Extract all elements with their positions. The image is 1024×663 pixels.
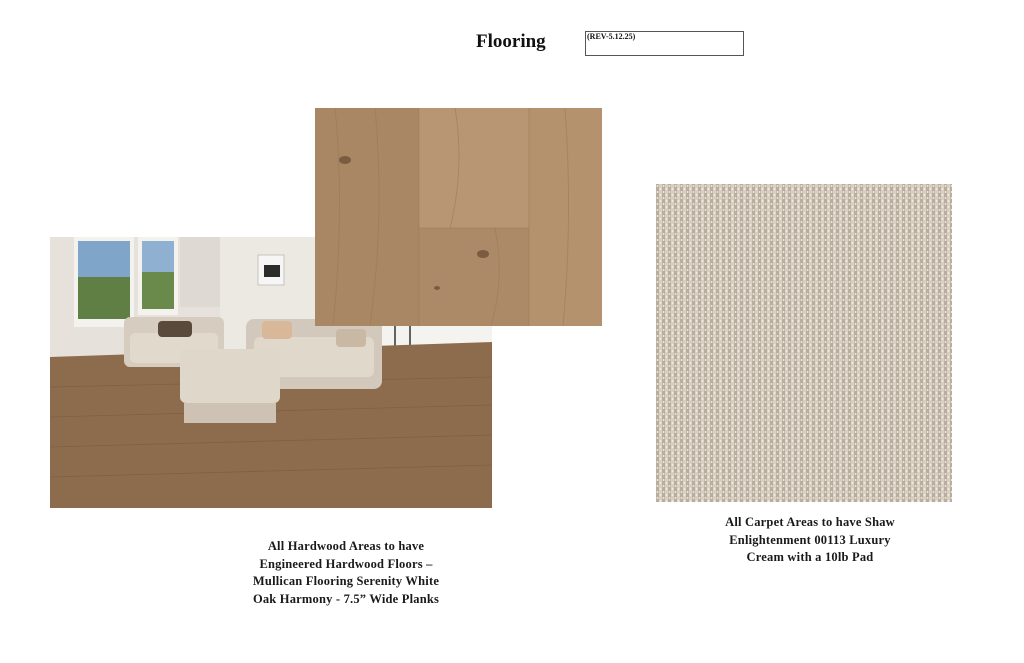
hardwood-caption-line: Oak Harmony - 7.5” Wide Planks (252, 591, 440, 606)
carpet-caption-line: All Carpet Areas to have Shaw (725, 515, 895, 529)
carpet-caption-line: Cream with a 10lb Pad (746, 550, 874, 564)
hardwood-caption-line: All Hardwood Areas to have (267, 539, 425, 553)
revision-label: (REV-5.12.25) (587, 32, 636, 41)
page-title: Flooring (476, 31, 546, 52)
revision-box (585, 31, 744, 56)
carpet-sample (656, 184, 952, 502)
carpet-caption (690, 514, 930, 567)
hardwood-sample (315, 108, 602, 326)
hardwood-caption (226, 538, 466, 608)
carpet-caption-line: Enlightenment 00113 Luxury (729, 532, 891, 547)
hardwood-caption-line: Mullican Flooring Serenity White (252, 574, 440, 588)
hardwood-caption-line: Engineered Hardwood Floors – (259, 556, 433, 571)
